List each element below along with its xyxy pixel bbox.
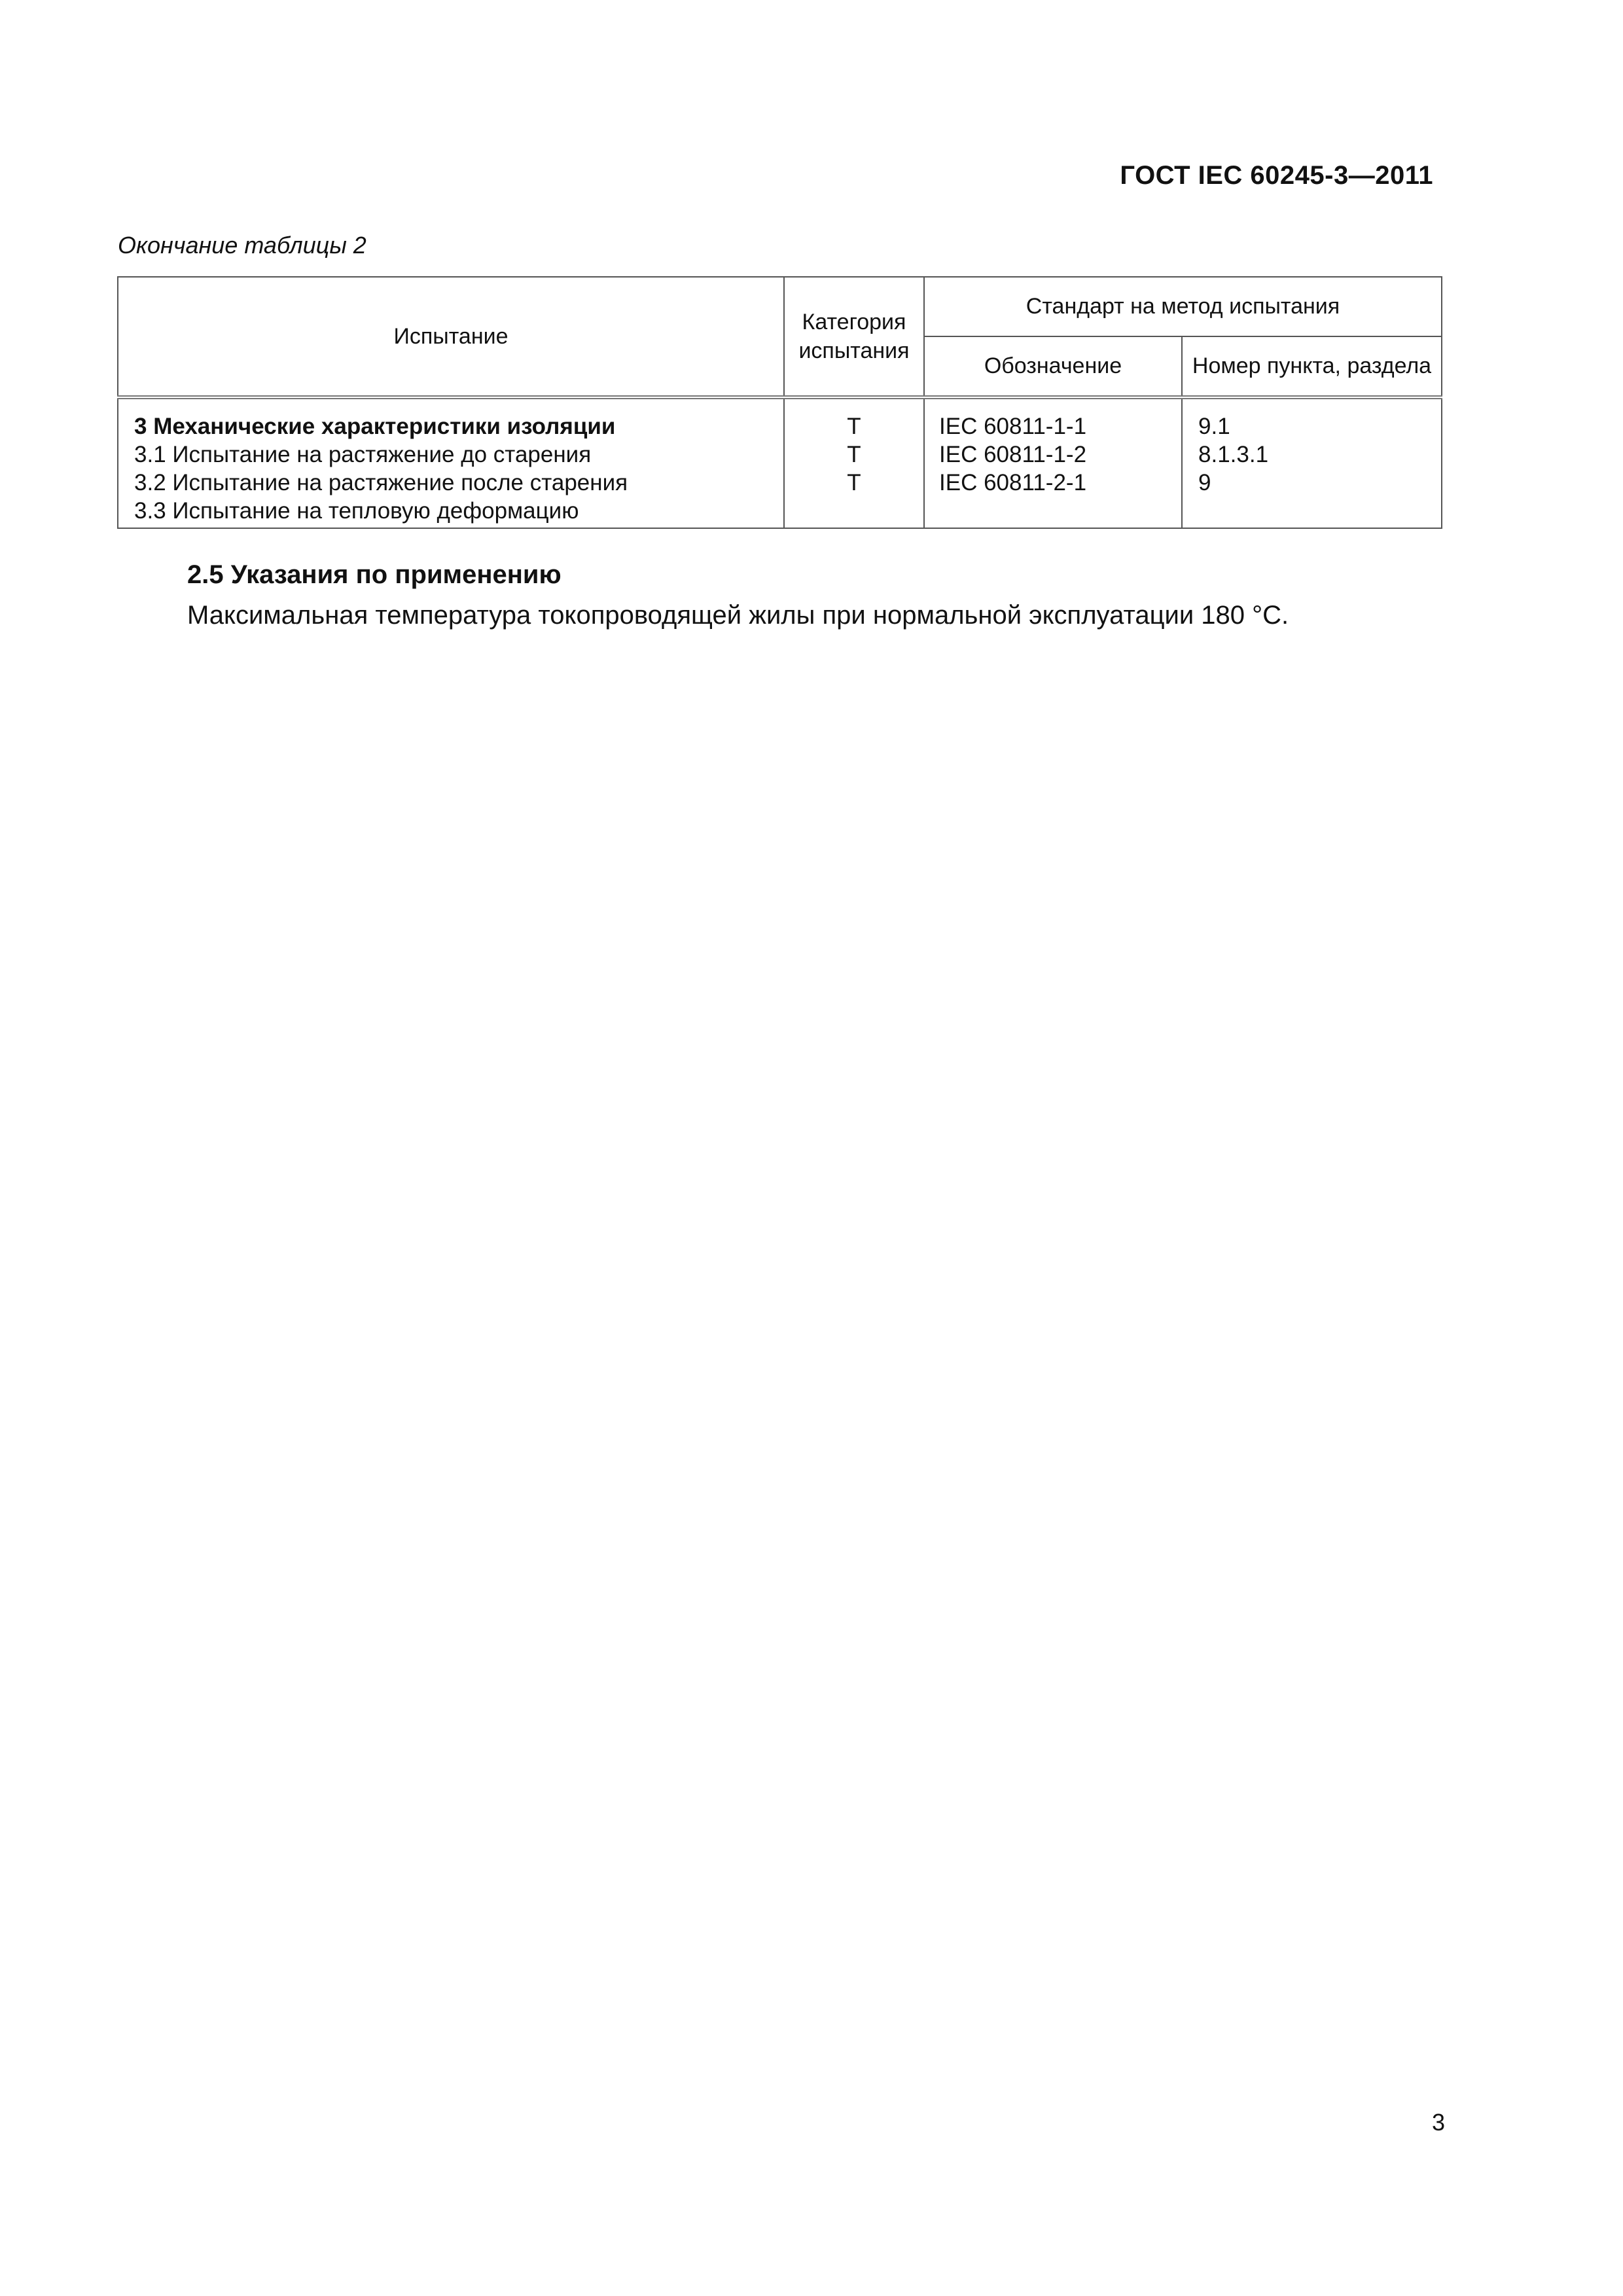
designation-cell [924,397,1182,528]
table-row-clause: 9.1 [1198,414,1230,439]
table-header-row [118,277,1442,336]
header-designation: Обозначение [924,336,1182,397]
table-body-row [118,397,1442,528]
tests-table [117,276,1442,529]
table-row-test: 3 Механические характеристики изоляции [134,414,616,439]
table-row-designation: IEC 60811-1-1 [939,414,1087,439]
clause-cell [1182,397,1442,528]
test-cell [118,397,784,528]
table-row-test: 3.3 Испытание на тепловую деформацию [134,498,579,524]
table-row-category: Т [847,414,861,439]
table-row-category: Т [847,442,861,467]
table-row-test: 3.1 Испытание на растяжение до старения [134,442,592,467]
section-title: 2.5 Указания по применению [187,560,562,589]
table-row-designation: IEC 60811-1-2 [939,442,1087,467]
header-standard-group: Стандарт на метод испытания [924,277,1442,336]
table-row-designation: IEC 60811-2-1 [939,470,1087,495]
table-row-clause: 8.1.3.1 [1198,442,1269,467]
table-row-category: Т [847,470,861,495]
section-text: Максимальная температура токопроводящей жилы при нормальной эксплуатации 180 °С. [187,601,1289,630]
table-row-clause: 9 [1198,470,1211,495]
header-category: Категория испытания [784,277,924,397]
page-number: 3 [1431,2109,1445,2136]
category-cell [784,397,924,528]
table-caption: Окончание таблицы 2 [118,232,366,259]
standard-identifier: ГОСТ IEC 60245-3—2011 [1120,161,1433,190]
header-clause: Номер пункта, раздела [1182,336,1442,397]
header-test: Испытание [118,277,784,397]
table-row-test: 3.2 Испытание на растяжение после старения [134,470,628,495]
